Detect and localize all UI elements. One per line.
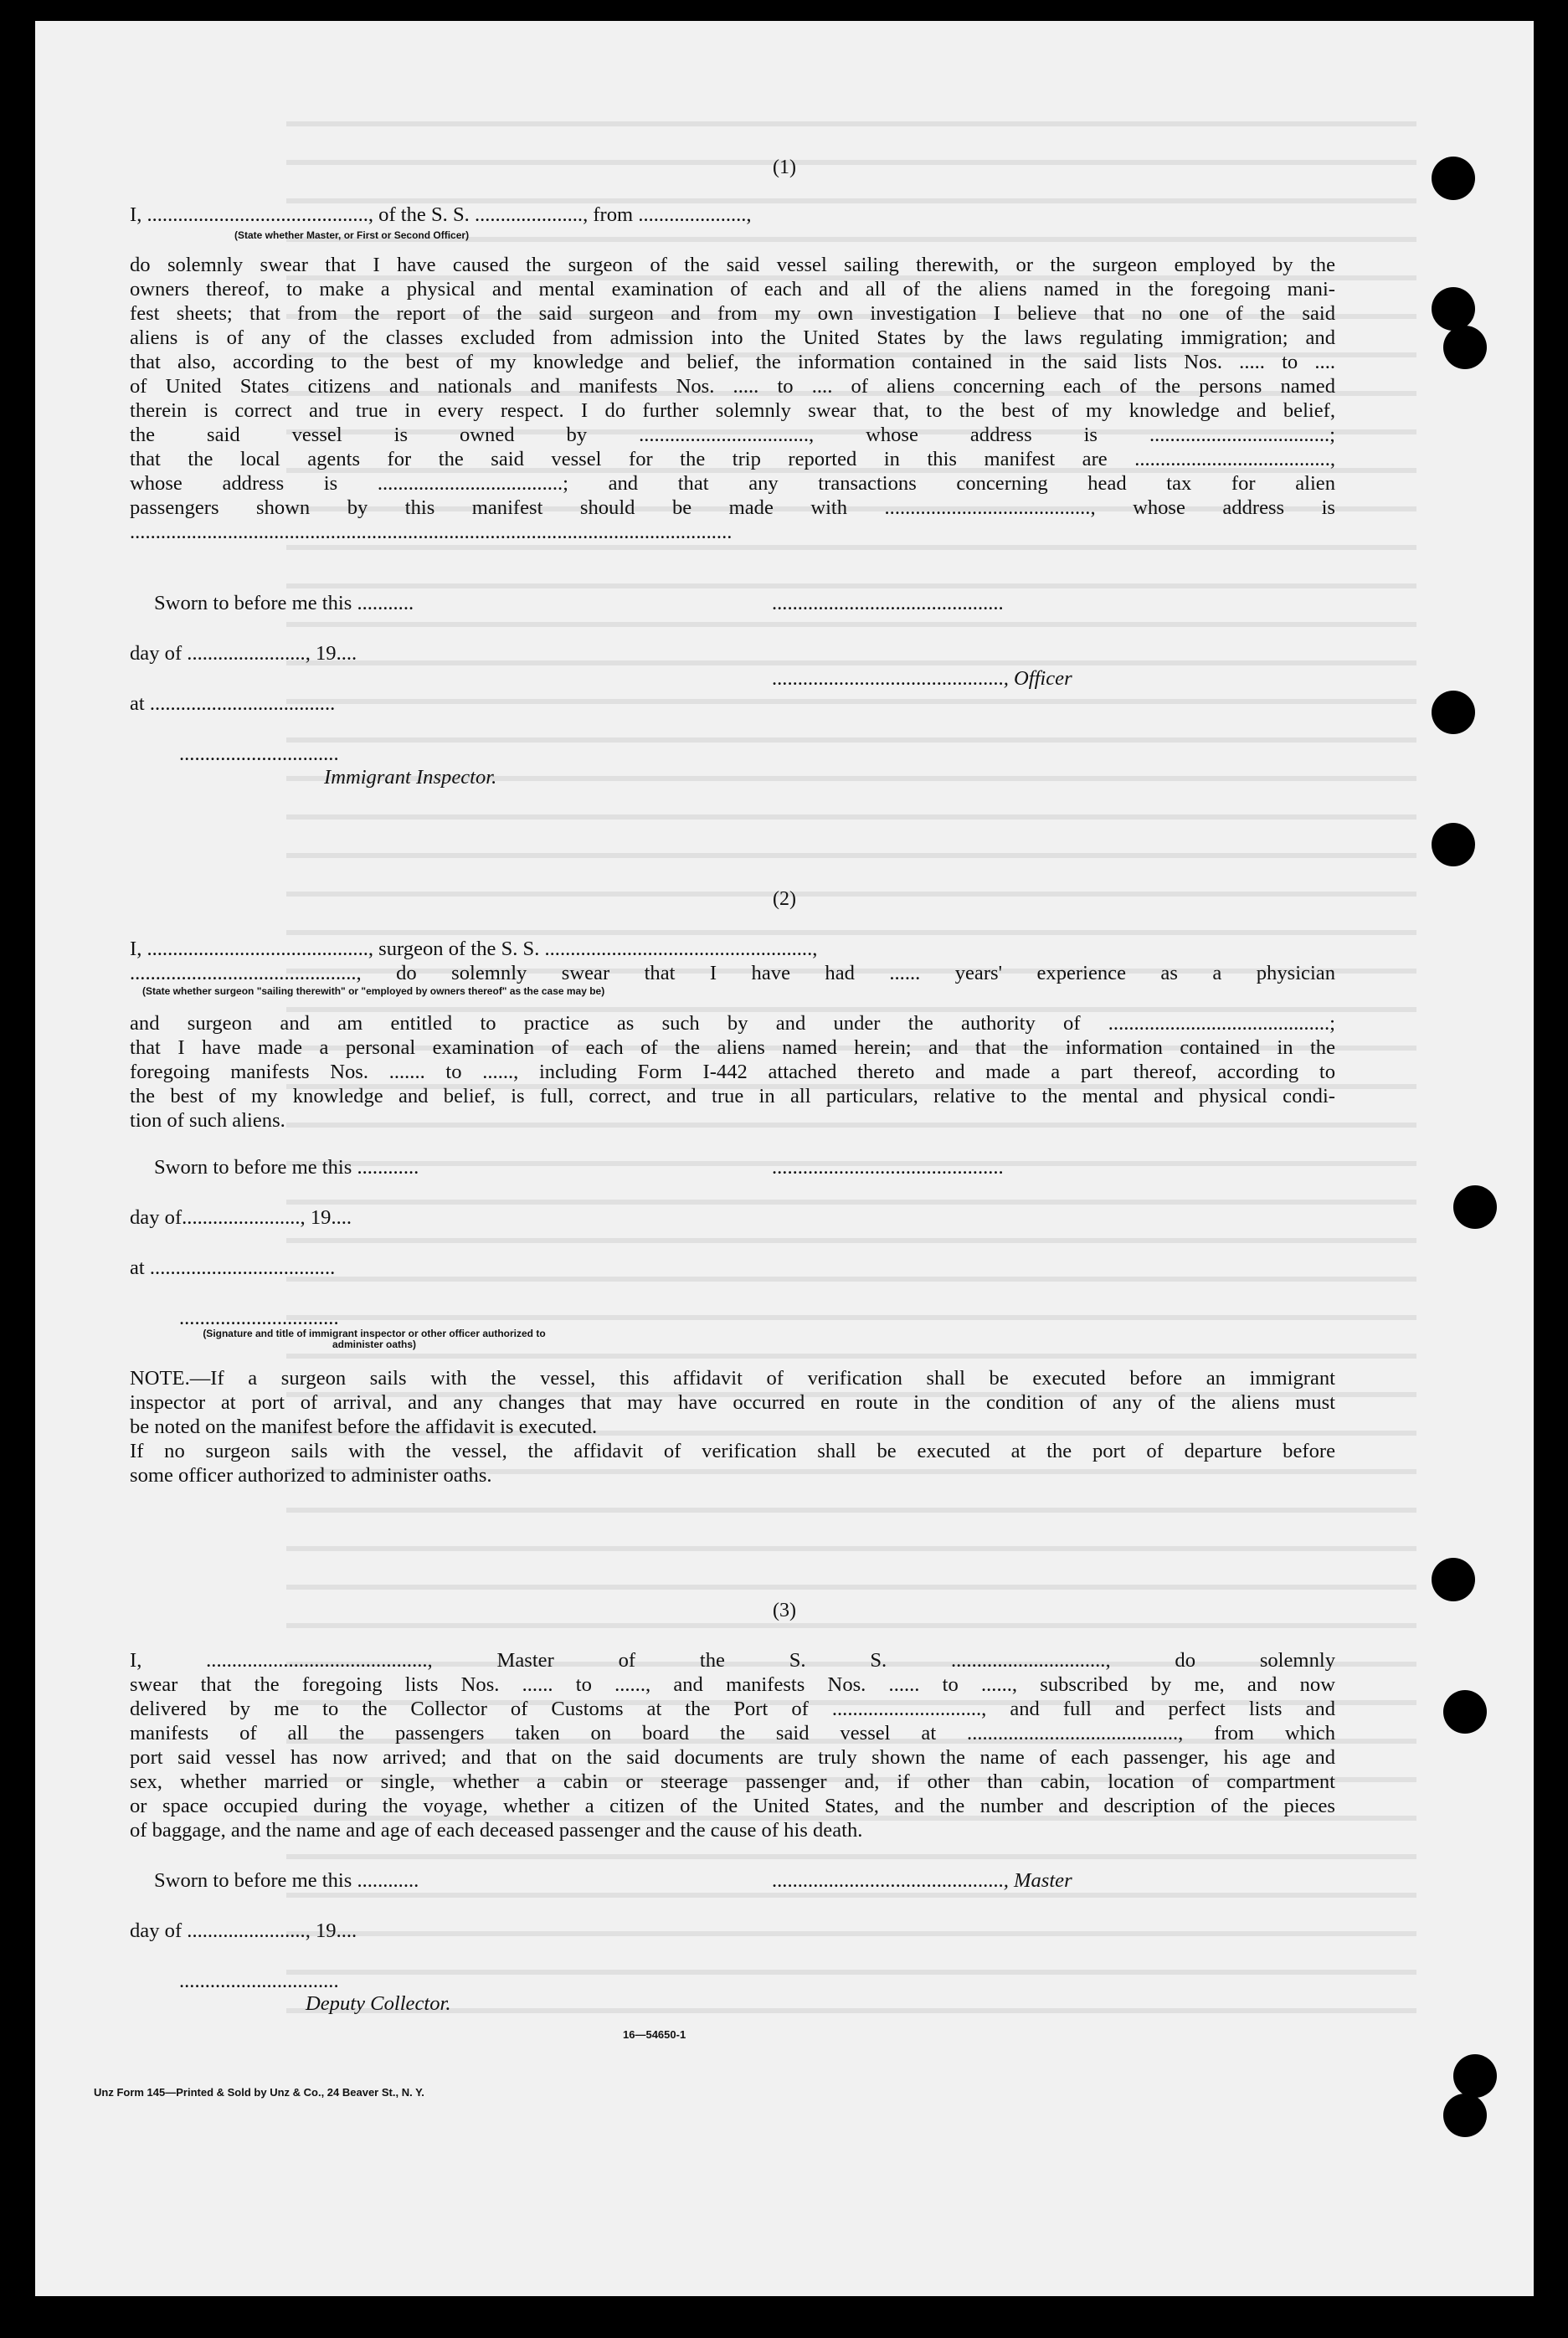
section-3-line-2: swear that the foregoing lists Nos. ...... to ......, and manifests Nos. ...... to ......, subscribed by me, and now	[130, 1673, 1335, 1696]
section-3-collector: Deputy Collector.	[306, 1992, 451, 2015]
section-1-officer: ............................................., Officer	[772, 667, 1072, 690]
form-number: 16—54650-1	[623, 2028, 686, 2041]
section-2-line-3: and surgeon and am entitled to practice as such by and under the authority of ...........................................;	[130, 1012, 1335, 1035]
section-1-line-6: that also, according to the best of my knowledge and belief, the information contained in the said lists Nos. ..... to ....	[130, 351, 1335, 373]
section-1-line-4: fest sheets; that from the report of the said surgeon and from my own investigation I believe that no one of the said	[130, 302, 1335, 325]
section-1-inspector: Immigrant Inspector.	[324, 766, 497, 789]
section-3-line-5: port said vessel has now arrived; and that on the said documents are truly shown the name of each passenger, his age and	[130, 1746, 1335, 1769]
section-1-note: (State whether Master, or First or Second Officer)	[234, 229, 470, 241]
section-3-line-8: of baggage, and the name and age of each deceased passenger and the cause of his death.	[130, 1819, 863, 1842]
section-1-sig-dots: .............................................	[772, 592, 1004, 614]
section-1-line-11: whose address is ....................................; and that any transactions concerning head tax for alien	[130, 472, 1335, 495]
section-1-sworn: Sworn to before me this ...........	[154, 592, 414, 614]
note-line-5: some officer authorized to administer oaths.	[130, 1464, 492, 1487]
section-2-note: (State whether surgeon "sailing therewith" or "employed by owners thereof" as the case may be)	[142, 985, 605, 997]
section-2-line-4: that I have made a personal examination of each of the aliens named herein; and that the information contained in the	[130, 1036, 1335, 1059]
punch-hole	[1432, 823, 1475, 866]
section-3-collector-dots: ...............................	[179, 1970, 339, 1992]
section-1-line-1: I, ..........................................., of the S. S. ....................., from .....................,	[130, 203, 752, 226]
section-1-day: day of ......................., 19....	[130, 642, 357, 665]
note-line-4: If no surgeon sails with the vessel, the affidavit of verification shall be executed at the port of departure before	[130, 1440, 1335, 1462]
section-3-line-3: delivered by me to the Collector of Customs at the Port of ............................., and full and perfect lists and	[130, 1698, 1335, 1720]
section-2-line-5: foregoing manifests Nos. ....... to ......, including Form I-442 attached thereto and made a part thereof, according to	[130, 1061, 1335, 1083]
section-2-sworn: Sworn to before me this ............	[154, 1156, 419, 1179]
section-3-sworn: Sworn to before me this ............	[154, 1869, 419, 1892]
section-number-3: (3)	[773, 1600, 796, 1621]
section-2-sig-dots: .............................................	[772, 1156, 1004, 1179]
section-3-line-1: I, ..........................................., Master of the S. S. .............................., do solemnly	[130, 1649, 1335, 1672]
section-1-line-2: do solemnly swear that I have caused the surgeon of the said vessel sailing therewith, or the surgeon employed by the	[130, 254, 1335, 276]
section-1-line-9: the said vessel is owned by ................................., whose address is ...................................;	[130, 424, 1335, 446]
section-1-line-8: therein is correct and true in every respect. I do further solemnly swear that, to the best of my knowledge and belief,	[130, 399, 1335, 422]
section-3-master: ............................................., Master	[772, 1869, 1072, 1892]
section-2-sig-line: ...............................	[179, 1307, 339, 1329]
note-line-2: inspector at port of arrival, and any changes that may have occurred en route in the condition of any of the aliens must	[130, 1391, 1335, 1414]
section-1-line-5: aliens is of any of the classes excluded from admission into the United States by the laws regulating immigration; and	[130, 326, 1335, 349]
section-1-line-7: of United States citizens and nationals and manifests Nos. ..... to .... of aliens concerning each of the persons named	[130, 375, 1335, 398]
section-1-line-10: that the local agents for the said vessel for the trip reported in this manifest are ......................................,	[130, 448, 1335, 470]
section-1-line-3: owners thereof, to make a physical and mental examination of each and all of the aliens named in the foregoing mani-	[130, 278, 1335, 301]
section-3-day: day of ......................., 19....	[130, 1919, 357, 1942]
section-2-line-7: tion of such aliens.	[130, 1109, 285, 1132]
punch-hole	[1432, 287, 1475, 331]
section-2-sig-caption: (Signature and title of immigrant inspector or other officer authorized to administer oaths)	[203, 1328, 546, 1350]
punch-hole	[1443, 326, 1487, 369]
section-2-line-1: I, ..........................................., surgeon of the S. S. ....................................................,	[130, 938, 818, 960]
section-2-line-2: ............................................, do solemnly swear that I have had ...... years' experience as a physician	[130, 962, 1335, 984]
section-2-day: day of......................., 19....	[130, 1206, 352, 1229]
section-2-line-6: the best of my knowledge and belief, is full, correct, and true in all particulars, relative to the mental and physical condi-	[130, 1085, 1335, 1107]
section-1-at: at ....................................	[130, 692, 336, 715]
punch-hole	[1453, 2054, 1497, 2098]
section-1-line-13: .....................................................................................................................	[130, 521, 733, 543]
section-number-2: (2)	[773, 888, 796, 910]
punch-hole	[1432, 691, 1475, 734]
punch-hole	[1443, 2094, 1487, 2137]
note-line-3: be noted on the manifest before the affidavit is executed.	[130, 1416, 598, 1438]
punch-hole	[1432, 157, 1475, 200]
punch-hole	[1443, 1690, 1487, 1734]
punch-hole	[1453, 1185, 1497, 1229]
section-3-line-4: manifests of all the passengers taken on board the said vessel at ........................................., from which	[130, 1722, 1335, 1745]
note-line-1: NOTE.—If a surgeon sails with the vessel, this affidavit of verification shall be executed before an immigrant	[130, 1367, 1335, 1390]
section-3-line-6: sex, whether married or single, whether a cabin or steerage passenger and, if other than cabin, location of compartment	[130, 1770, 1335, 1793]
punch-hole	[1432, 1558, 1475, 1601]
section-number-1: (1)	[773, 157, 796, 178]
section-1-line-12: passengers shown by this manifest should be made with ........................................, whose address is	[130, 496, 1335, 519]
printer-imprint: Unz Form 145—Printed & Sold by Unz & Co., 24 Beaver St., N. Y.	[94, 2086, 424, 2099]
section-3-line-7: or space occupied during the voyage, whether a citizen of the United States, and the number and description of the pieces	[130, 1795, 1335, 1817]
section-2-at: at ....................................	[130, 1256, 336, 1279]
section-1-inspector-dots: ...............................	[179, 743, 339, 765]
form-page	[35, 21, 1534, 2296]
